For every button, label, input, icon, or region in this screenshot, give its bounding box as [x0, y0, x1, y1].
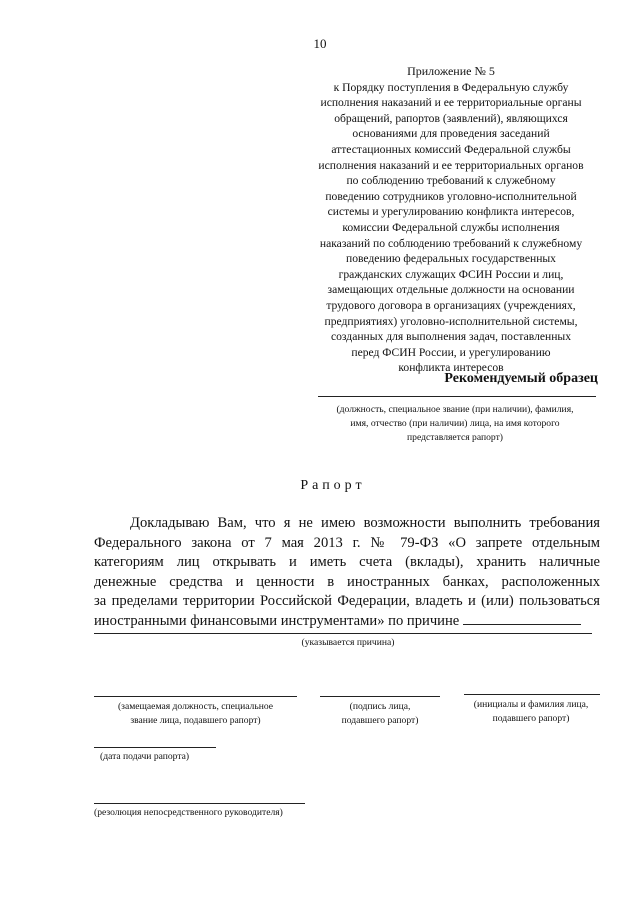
addressee-caption — [310, 403, 600, 445]
appendix-header — [296, 64, 606, 376]
appendix-line: по соблюдению требований к служебному — [346, 174, 556, 188]
date-fill-line[interactable] — [94, 747, 216, 748]
name-caption-line: (инициалы и фамилия лица, — [473, 699, 589, 710]
position-caption-line: звание лица, подавшего рапорт) — [130, 715, 261, 726]
body-line: Докладываю Вам, что я не имею возможности выполнить требования — [130, 515, 600, 531]
addressee-block — [310, 396, 600, 445]
appendix-title: Приложение № 5 — [407, 64, 495, 78]
appendix-line: комиссии Федеральной службы исполнения — [342, 220, 560, 234]
appendix-line: трудового договора в организациях (учреждениях, — [326, 298, 576, 312]
body-line: за пределами территории Российской Федерации, владеть и (или) пользоваться — [94, 593, 600, 610]
body-line-last — [94, 612, 600, 632]
signature-caption — [320, 700, 440, 728]
appendix-line: аттестационных комиссий Федеральной службы — [331, 142, 571, 156]
appendix-line: гражданских служащих ФСИН России и лиц, — [338, 267, 564, 281]
body-line: иностранными финансовыми инструментами» по причине — [94, 612, 460, 629]
body-line: денежные средства и ценности в иностранных банках, расположенных — [94, 573, 600, 590]
signature-caption-line: подавшего рапорт) — [341, 715, 419, 726]
document-title: Рапорт — [300, 478, 366, 493]
name-fill-line[interactable] — [464, 694, 600, 695]
report-body — [94, 514, 600, 632]
signature-fill-line[interactable] — [320, 696, 440, 697]
body-line: категориям лиц открывать и иметь счета (вклады), хранить наличные — [94, 554, 600, 571]
appendix-line: поведению федеральных государственных — [346, 252, 556, 266]
addressee-fill-line[interactable] — [318, 396, 596, 397]
sample-label: Рекомендуемый образец — [444, 371, 598, 386]
appendix-line: замещающих отдельные должности на основании — [327, 283, 575, 297]
appendix-line: обращений, рапортов (заявлений), являющихся — [334, 111, 568, 125]
addressee-caption-line: представляется рапорт) — [407, 432, 503, 443]
appendix-line: конфликта интересов — [398, 361, 504, 375]
position-fill-line[interactable] — [94, 696, 297, 697]
resolution-fill-line[interactable] — [94, 803, 305, 804]
name-caption-line: подавшего рапорт) — [492, 713, 570, 724]
signature-caption-line: (подпись лица, — [349, 701, 411, 712]
reason-inline-blank[interactable] — [463, 612, 581, 625]
resolution-caption: (резолюция непосредственного руководителя) — [94, 807, 283, 818]
position-caption — [94, 700, 297, 728]
body-line: Федерального закона от 7 мая 2013 г. № 79-ФЗ «О запрете отдельным — [94, 534, 600, 551]
addressee-caption-line: имя, отчество (при наличии) лица, на имя которого — [350, 418, 560, 429]
appendix-line: основаниями для проведения заседаний — [352, 127, 550, 141]
appendix-line: исполнения наказаний и ее территориальных органов — [318, 158, 584, 172]
addressee-caption-line: (должность, специальное звание (при наличии), фамилия, — [336, 404, 574, 415]
appendix-line: созданных для выполнения задач, поставленных — [330, 330, 572, 344]
reason-fill-line[interactable] — [94, 633, 592, 634]
appendix-line: системы и урегулированию конфликта интересов, — [327, 205, 575, 219]
appendix-line: наказаний по соблюдению требований к служебному — [319, 236, 583, 250]
appendix-line: поведению сотрудников уголовно-исполнительной — [325, 189, 577, 203]
name-caption — [458, 698, 604, 726]
date-caption: (дата подачи рапорта) — [100, 751, 190, 762]
page-number: 10 — [313, 36, 327, 51]
appendix-line: перед ФСИН России, и урегулированию — [351, 345, 551, 359]
appendix-line: исполнения наказаний и ее территориальные органы — [320, 96, 582, 110]
appendix-line: предприятиях) уголовно-исполнительной системы, — [324, 314, 578, 328]
appendix-line: к Порядку поступления в Федеральную службу — [333, 80, 569, 94]
position-caption-line: (замещаемая должность, специальное — [117, 701, 274, 712]
reason-caption: (указывается причина) — [301, 637, 395, 648]
